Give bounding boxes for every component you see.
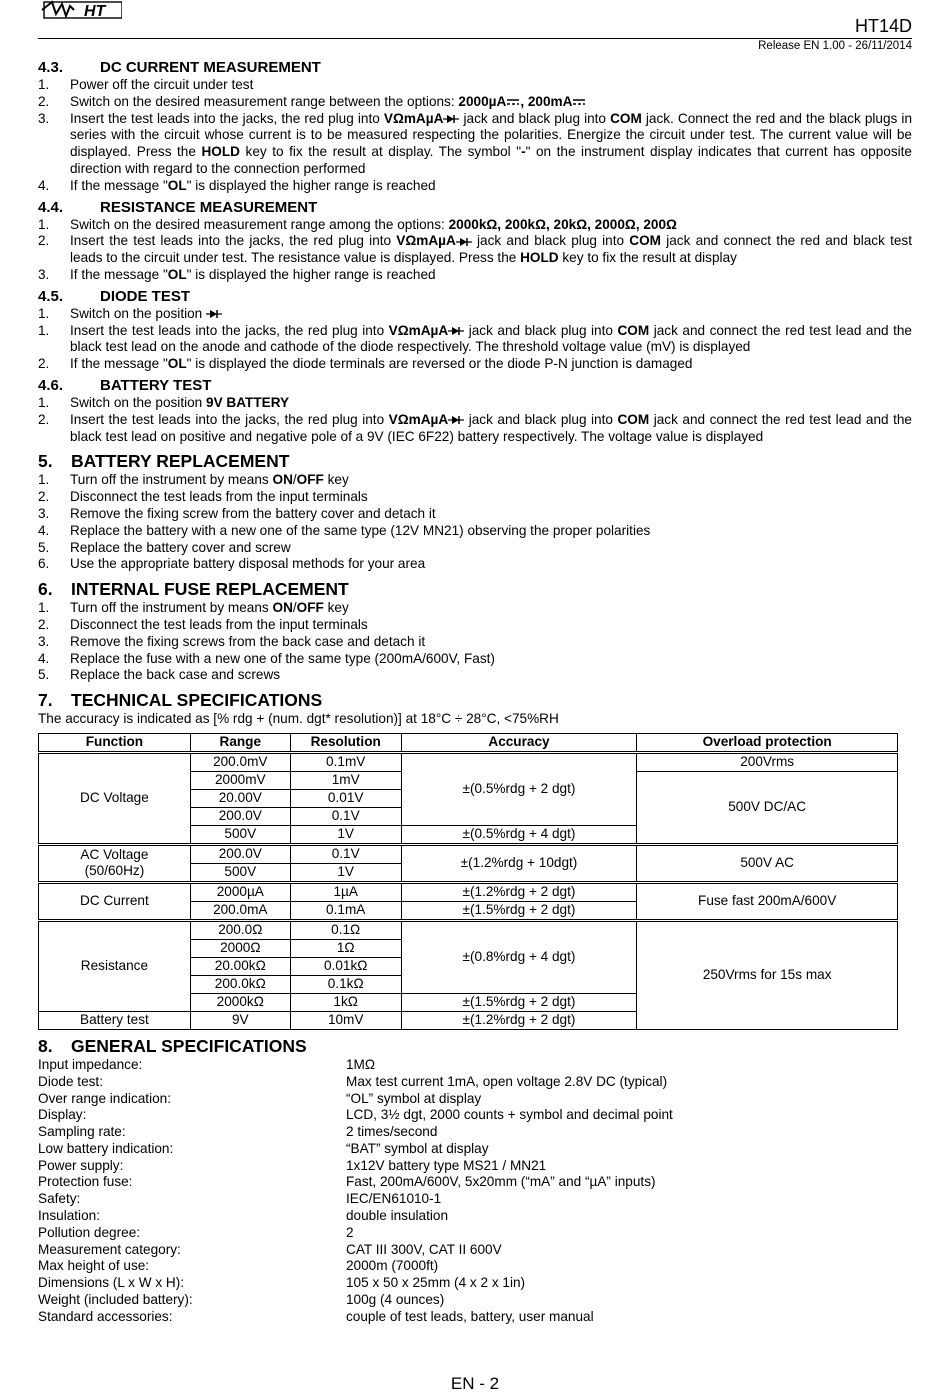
document-body xyxy=(38,55,912,1326)
range-cell: 9V xyxy=(190,1011,290,1029)
list-item: 2. If the message "OL" is displayed the diode terminals are reversed or the diode P-N junction is damaged xyxy=(38,356,693,372)
spec-key: Standard accessories: xyxy=(38,1308,173,1324)
spec-value: double insulation xyxy=(346,1208,449,1224)
list-item: 3. If the message "OL" is displayed the higher range is reached xyxy=(38,266,436,282)
item-text: jack. Connect the red and the black plugs in series with the circuit whose current is to be measured respecting the polarities. Energize the circuit under test. The current value will be displayed. Press the xyxy=(70,110,912,160)
spec-key: Sampling rate: xyxy=(38,1124,126,1140)
section-number: 4.6. xyxy=(38,376,64,394)
spec-row xyxy=(38,1074,912,1091)
item-text: Insert the test leads into the jacks, the red plug into xyxy=(70,411,389,427)
item-text: " is displayed the diode terminals are reversed or the diode P-N junction is damaged xyxy=(186,356,693,372)
header-rule xyxy=(38,38,912,39)
item-text: jack and black plug into xyxy=(471,233,630,249)
spec-row xyxy=(38,1124,912,1141)
resistance-group xyxy=(39,920,898,1029)
com-label: COM xyxy=(610,110,642,126)
ol-label: OL xyxy=(167,177,187,193)
function-line: AC Voltage xyxy=(80,847,149,863)
item-text: Replace the back case and screws xyxy=(70,667,281,683)
spec-value: LCD, 3½ dgt, 2000 counts + symbol and decimal point xyxy=(346,1107,673,1123)
function-cell: DC Voltage xyxy=(39,752,191,844)
range-cell: 2000kΩ xyxy=(190,993,290,1011)
ac-voltage-group xyxy=(39,844,898,882)
battery-position: 9V BATTERY xyxy=(206,394,290,410)
spec-row xyxy=(38,1275,912,1292)
section-7 xyxy=(38,690,912,1030)
spec-key: Power supply: xyxy=(38,1157,124,1173)
function-cell: Resistance xyxy=(39,920,191,1011)
range-cell: 200.0V xyxy=(190,844,290,863)
item-text: jack and black plug into xyxy=(459,110,611,126)
model-name: HT14D xyxy=(854,16,912,36)
jack-label: VΩmAµA xyxy=(388,322,449,338)
list-item: 4. If the message "OL" is displayed the higher range is reached xyxy=(38,177,436,193)
spec-value: Max test current 1mA, open voltage 2.8V DC (typical) xyxy=(346,1073,668,1089)
spec-key: Display: xyxy=(38,1107,87,1123)
list-item: 1. Switch on the position 9V BATTERY xyxy=(38,394,290,410)
hold-label: HOLD xyxy=(520,250,559,266)
resistance-ranges: 2000kΩ, 200kΩ, 20kΩ, 2000Ω, 200Ω xyxy=(448,216,677,232)
on-label: ON xyxy=(272,472,293,488)
com-label: COM xyxy=(629,233,661,249)
spec-value: 1x12V battery type MS21 / MN21 xyxy=(346,1157,547,1173)
chapter-title: INTERNAL FUSE REPLACEMENT xyxy=(71,579,349,600)
overload-cell: 200Vrms xyxy=(637,752,898,771)
table-row xyxy=(39,844,898,863)
resolution-cell: 1kΩ xyxy=(290,993,401,1011)
diode-icon xyxy=(448,415,464,425)
table-row xyxy=(39,920,898,939)
list-item: 2. Disconnect the test leads from the input terminals xyxy=(38,489,368,505)
spec-value: 100g (4 ounces) xyxy=(346,1292,445,1308)
accuracy-cell: ±(1.5%rdg + 2 dgt) xyxy=(401,993,637,1011)
range-cell: 20.00V xyxy=(190,789,290,807)
spec-value: IEC/EN61010-1 xyxy=(346,1191,442,1207)
item-text: key xyxy=(323,600,349,616)
spec-table xyxy=(38,733,898,1030)
jack-label: VΩmAµA xyxy=(383,110,444,126)
section-4-4 xyxy=(38,199,912,284)
com-label: COM xyxy=(617,411,650,427)
chapter-number: 5. xyxy=(38,451,53,472)
range-cell: 2000mV xyxy=(190,771,290,789)
range-cell: 200.0V xyxy=(190,807,290,825)
spec-value: 1MΩ xyxy=(346,1056,376,1072)
overload-cell: 500V DC/AC xyxy=(637,771,898,844)
spec-row xyxy=(38,1242,912,1259)
list-item: 1. Insert the test leads into the jacks, the red plug into VΩmAµA jack and black plug into COM jack and connect the red test lead and the black test lead on the anode and cathode of the diode respectively. The threshold voltage value (mV) is displayed xyxy=(38,322,912,355)
item-text: Switch on the desired measurement range between the options: xyxy=(70,93,459,109)
section-number: 4.5. xyxy=(38,287,64,305)
jack-label: VΩmAµA xyxy=(396,233,456,249)
spec-key: Weight (included battery): xyxy=(38,1292,193,1308)
list-item: 3. Insert the test leads into the jacks, the red plug into VΩmAµA jack and black plug into COM jack. Connect the red and the black plugs in series with the circuit whose current is to be measured respecting the polarities. Energize the circuit under test. The current value will be displayed. Press the HOLD key to fix the result at display. The symbol "-" on the instrument display indicates that current has opposite direction with regard to the connection performed xyxy=(38,110,912,176)
accuracy-cell: ±(1.2%rdg + 2 dgt) xyxy=(401,882,637,901)
item-text: Insert the test leads into the jacks, the red plug into xyxy=(70,110,384,126)
spec-key: Low battery indication: xyxy=(38,1140,174,1156)
ol-label: OL xyxy=(167,356,187,372)
logo-text: HT xyxy=(84,3,106,20)
item-text: " is displayed the higher range is reached xyxy=(186,177,436,193)
item-text: jack and black plug into xyxy=(464,411,618,427)
function-line: (50/60Hz) xyxy=(84,863,145,879)
item-text: Remove the fixing screw from the battery cover and detach it xyxy=(70,505,436,521)
function-cell: DC Current xyxy=(39,882,191,920)
section-title: BATTERY TEST xyxy=(100,376,212,394)
list-item: 1. Turn off the instrument by means ON/OFF key xyxy=(38,472,349,488)
chapter-number: 7. xyxy=(38,690,53,711)
resolution-cell: 0.01V xyxy=(290,789,401,807)
slash: / xyxy=(292,472,297,488)
range-cell: 500V xyxy=(190,863,290,882)
spec-value: “BAT” symbol at display xyxy=(346,1140,489,1156)
section-title: DIODE TEST xyxy=(100,287,191,305)
spec-row xyxy=(38,1174,912,1191)
accuracy-cell: ±(1.2%rdg + 10dgt) xyxy=(401,844,637,882)
spec-key: Input impedance: xyxy=(38,1056,143,1072)
list-item: 5. Replace the battery cover and screw xyxy=(38,539,291,555)
off-label: OFF xyxy=(296,472,324,488)
chapter-heading xyxy=(38,690,912,711)
item-text: key xyxy=(323,472,349,488)
resolution-cell: 0.1Ω xyxy=(290,920,401,939)
list-item: 3. Remove the fixing screws from the back case and detach it xyxy=(38,633,426,649)
item-text: jack and connect the red and black test leads to the circuit under test. The resistance value is displayed. Press the xyxy=(70,233,912,266)
spec-value: 105 x 50 x 25mm (4 x 2 x 1in) xyxy=(346,1275,526,1291)
spec-value: 2 xyxy=(346,1224,354,1240)
overload-cell: 250Vrms for 15s max xyxy=(637,920,898,1029)
item-text: jack and black plug into xyxy=(464,322,618,338)
item-text: Replace the battery cover and screw xyxy=(70,539,291,555)
list-item: 2. Disconnect the test leads from the input terminals xyxy=(38,616,368,632)
minus-symbol: - xyxy=(521,144,526,160)
section-8 xyxy=(38,1036,912,1326)
col-range: Range xyxy=(190,733,290,752)
range-cell: 500V xyxy=(190,825,290,844)
release-info: Release EN 1.00 - 26/11/2014 xyxy=(758,40,912,52)
dc-symbol-icon xyxy=(506,98,520,106)
list-item: 6. Use the appropriate battery disposal methods for your area xyxy=(38,556,426,572)
range-2000ua: 2000µA xyxy=(458,93,507,109)
section-heading xyxy=(38,199,912,217)
item-text: jack and connect the red test lead and the black test lead on the anode and cathode of the diode respectively. The threshold voltage value (mV) is displayed xyxy=(70,322,912,355)
resolution-cell: 1mV xyxy=(290,771,401,789)
separator: , xyxy=(520,93,528,109)
item-text: Insert the test leads into the jacks, the red plug into xyxy=(70,233,397,249)
ht-logo xyxy=(40,0,122,20)
chapter-heading xyxy=(38,1036,912,1057)
spec-row xyxy=(38,1141,912,1158)
item-text: If the message " xyxy=(70,177,168,193)
item-text: Turn off the instrument by means xyxy=(70,600,273,616)
section-5 xyxy=(38,451,912,573)
range-cell: 200.0mA xyxy=(190,901,290,920)
spec-key: Safety: xyxy=(38,1191,81,1207)
accuracy-intro: The accuracy is indicated as [% rdg + (num. dgt* resolution)] at 18°C ÷ 28°C, <75%RH xyxy=(38,711,559,727)
chapter-number: 8. xyxy=(38,1035,53,1056)
spec-row xyxy=(38,1309,912,1326)
spec-row xyxy=(38,1258,912,1275)
spec-value: Fast, 200mA/600V, 5x20mm (“mA” and “µA” inputs) xyxy=(346,1174,656,1190)
section-heading xyxy=(38,377,912,395)
dc-current-group xyxy=(39,882,898,920)
ol-label: OL xyxy=(167,266,187,282)
spec-row xyxy=(38,1057,912,1074)
accuracy-cell: ±(1.2%rdg + 2 dgt) xyxy=(401,1011,637,1029)
resolution-cell: 1Ω xyxy=(290,939,401,957)
range-cell: 20.00kΩ xyxy=(190,957,290,975)
col-overload: Overload protection xyxy=(637,733,898,752)
table-header-row xyxy=(39,733,898,752)
spec-value: 2000m (7000ft) xyxy=(346,1258,439,1274)
spec-row xyxy=(38,1292,912,1309)
item-text: Insert the test leads into the jacks, the red plug into xyxy=(70,322,389,338)
section-heading xyxy=(38,288,912,306)
spec-row xyxy=(38,1225,912,1242)
spec-key: Pollution degree: xyxy=(38,1224,141,1240)
resolution-cell: 0.1kΩ xyxy=(290,975,401,993)
list-item: 1. Turn off the instrument by means ON/OFF key xyxy=(38,600,349,616)
item-text: Turn off the instrument by means xyxy=(70,472,273,488)
section-title: DC CURRENT MEASUREMENT xyxy=(100,59,321,76)
section-number: 4.4. xyxy=(38,198,64,216)
range-cell: 2000Ω xyxy=(190,939,290,957)
spec-value: “OL” symbol at display xyxy=(346,1090,482,1106)
item-text: If the message " xyxy=(70,266,168,282)
chapter-title: GENERAL SPECIFICATIONS xyxy=(71,1035,307,1056)
list-item: 2. Switch on the desired measurement range between the options: 2000µA , 200mA xyxy=(38,94,912,111)
section-title: RESISTANCE MEASUREMENT xyxy=(100,198,318,216)
item-text: Switch on the position xyxy=(70,305,207,321)
diode-icon xyxy=(448,326,464,336)
chapter-title: BATTERY REPLACEMENT xyxy=(71,451,290,472)
function-cell xyxy=(39,844,191,882)
range-200ma: 200mA xyxy=(527,93,573,109)
section-4-5 xyxy=(38,288,912,373)
col-function: Function xyxy=(39,733,191,752)
chapter-number: 6. xyxy=(38,579,53,600)
list-item: 4. Replace the fuse with a new one of the same type (200mA/600V, Fast) xyxy=(38,650,495,666)
item-text: Switch on the desired measurement range among the options: xyxy=(70,216,449,232)
resolution-cell: 10mV xyxy=(290,1011,401,1029)
section-4-3 xyxy=(38,59,912,195)
list-item: 1. Switch on the desired measurement range among the options: 2000kΩ, 200kΩ, 20kΩ, 2000Ω, 200Ω xyxy=(38,216,677,232)
resolution-cell: 0.1V xyxy=(290,844,401,863)
resolution-cell: 0.01kΩ xyxy=(290,957,401,975)
section-4-6 xyxy=(38,377,912,445)
resolution-cell: 1V xyxy=(290,863,401,882)
item-text: If the message " xyxy=(70,356,168,372)
list-item: 2. Insert the test leads into the jacks, the red plug into VΩmAµA jack and black plug into COM jack and connect the red test lead and the black test lead on positive and negative pole of a 9V (IEC 6F22) battery respectively. The voltage value is displayed xyxy=(38,411,912,444)
ht-logo-mark xyxy=(40,0,122,20)
overload-cell: Fuse fast 200mA/600V xyxy=(637,882,898,920)
spec-row xyxy=(38,1158,912,1175)
chapter-heading xyxy=(38,451,912,472)
item-text: Replace the battery with a new one of the same type (12V MN21) observing the proper polarities xyxy=(70,522,651,538)
slash: / xyxy=(292,600,297,616)
spec-key: Over range indication: xyxy=(38,1090,171,1106)
spec-value: couple of test leads, battery, user manual xyxy=(346,1308,594,1324)
range-cell: 200.0kΩ xyxy=(190,975,290,993)
list-item: 3. Remove the fixing screw from the battery cover and detach it xyxy=(38,505,436,521)
item-text: Disconnect the test leads from the input terminals xyxy=(70,489,368,505)
section-6 xyxy=(38,579,912,684)
item-text: Use the appropriate battery disposal methods for your area xyxy=(70,556,426,572)
col-accuracy: Accuracy xyxy=(401,733,637,752)
list-item: 4. Replace the battery with a new one of the same type (12V MN21) observing the proper polarities xyxy=(38,522,651,538)
spec-key: Max height of use: xyxy=(38,1258,150,1274)
item-text: Switch on the position xyxy=(70,394,207,410)
page-number: EN - 2 xyxy=(450,1374,500,1393)
function-cell: Battery test xyxy=(39,1011,191,1029)
chapter-title: TECHNICAL SPECIFICATIONS xyxy=(71,690,323,711)
dc-voltage-group xyxy=(39,752,898,844)
diode-icon xyxy=(443,114,459,124)
spec-key: Protection fuse: xyxy=(38,1174,133,1190)
chapter-heading xyxy=(38,579,912,600)
range-cell: 200.0Ω xyxy=(190,920,290,939)
resolution-cell: 0.1mV xyxy=(290,752,401,771)
jack-label: VΩmAµA xyxy=(388,411,449,427)
list-item: 1. Power off the circuit under test xyxy=(38,77,254,92)
item-text: " on the instrument display indicates that current has opposite direction with regard to the connection performed xyxy=(70,144,912,176)
accuracy-cell: ±(0.5%rdg + 2 dgt) xyxy=(401,752,637,825)
section-number: 4.3. xyxy=(38,59,64,76)
spec-value: CAT III 300V, CAT II 600V xyxy=(346,1241,502,1257)
spec-key: Diode test: xyxy=(38,1073,103,1089)
hold-label: HOLD xyxy=(201,144,240,160)
accuracy-cell: ±(0.8%rdg + 4 dgt) xyxy=(401,920,637,993)
col-resolution: Resolution xyxy=(290,733,401,752)
diode-icon xyxy=(206,309,222,319)
resolution-cell: 1V xyxy=(290,825,401,844)
range-cell: 2000µA xyxy=(190,882,290,901)
list-item: 1. Switch on the position xyxy=(38,306,912,323)
range-cell: 200.0mV xyxy=(190,752,290,771)
spec-value: 2 times/second xyxy=(346,1124,438,1140)
accuracy-cell: ±(1.5%rdg + 2 dgt) xyxy=(401,901,637,920)
table-row xyxy=(39,752,898,771)
list-item: 2. Insert the test leads into the jacks, the red plug into VΩmAµA jack and black plug into COM jack and connect the red and black test leads to the circuit under test. The resistance value is displayed. Press the HOLD key to fix the result at display xyxy=(38,233,912,266)
resolution-cell: 1µA xyxy=(290,882,401,901)
resolution-cell: 0.1V xyxy=(290,807,401,825)
item-text: jack and connect the red test lead and the black test lead on positive and negative pole of a 9V (IEC 6F22) battery respectively. The voltage value is displayed xyxy=(70,411,912,444)
item-text: " is displayed the higher range is reached xyxy=(186,266,436,282)
spec-row xyxy=(38,1091,912,1108)
spec-row xyxy=(38,1191,912,1208)
spec-row xyxy=(38,1107,912,1124)
spec-key: Insulation: xyxy=(38,1208,100,1224)
com-label: COM xyxy=(617,322,650,338)
resolution-cell: 0.1mA xyxy=(290,901,401,920)
off-label: OFF xyxy=(296,600,324,616)
section-heading xyxy=(38,59,912,77)
table-row xyxy=(39,882,898,901)
dc-symbol-icon xyxy=(572,98,586,106)
item-text: Replace the fuse with a new one of the same type (200mA/600V, Fast) xyxy=(70,650,495,666)
item-text: key to fix the result at display. The symbol " xyxy=(239,144,522,160)
list-item: 5. Replace the back case and screws xyxy=(38,667,281,683)
on-label: ON xyxy=(272,600,293,616)
overload-cell: 500V AC xyxy=(637,844,898,882)
item-text: Power off the circuit under test xyxy=(70,77,254,92)
item-text: Remove the fixing screws from the back case and detach it xyxy=(70,633,426,649)
accuracy-cell: ±(0.5%rdg + 4 dgt) xyxy=(401,825,637,844)
item-text: Disconnect the test leads from the input terminals xyxy=(70,616,368,632)
spec-key: Measurement category: xyxy=(38,1241,181,1257)
item-text: key to fix the result at display xyxy=(558,250,737,266)
diode-icon xyxy=(456,237,472,247)
general-spec-list xyxy=(38,1057,912,1326)
spec-row xyxy=(38,1208,912,1225)
spec-key: Dimensions (L x W x H): xyxy=(38,1275,185,1291)
